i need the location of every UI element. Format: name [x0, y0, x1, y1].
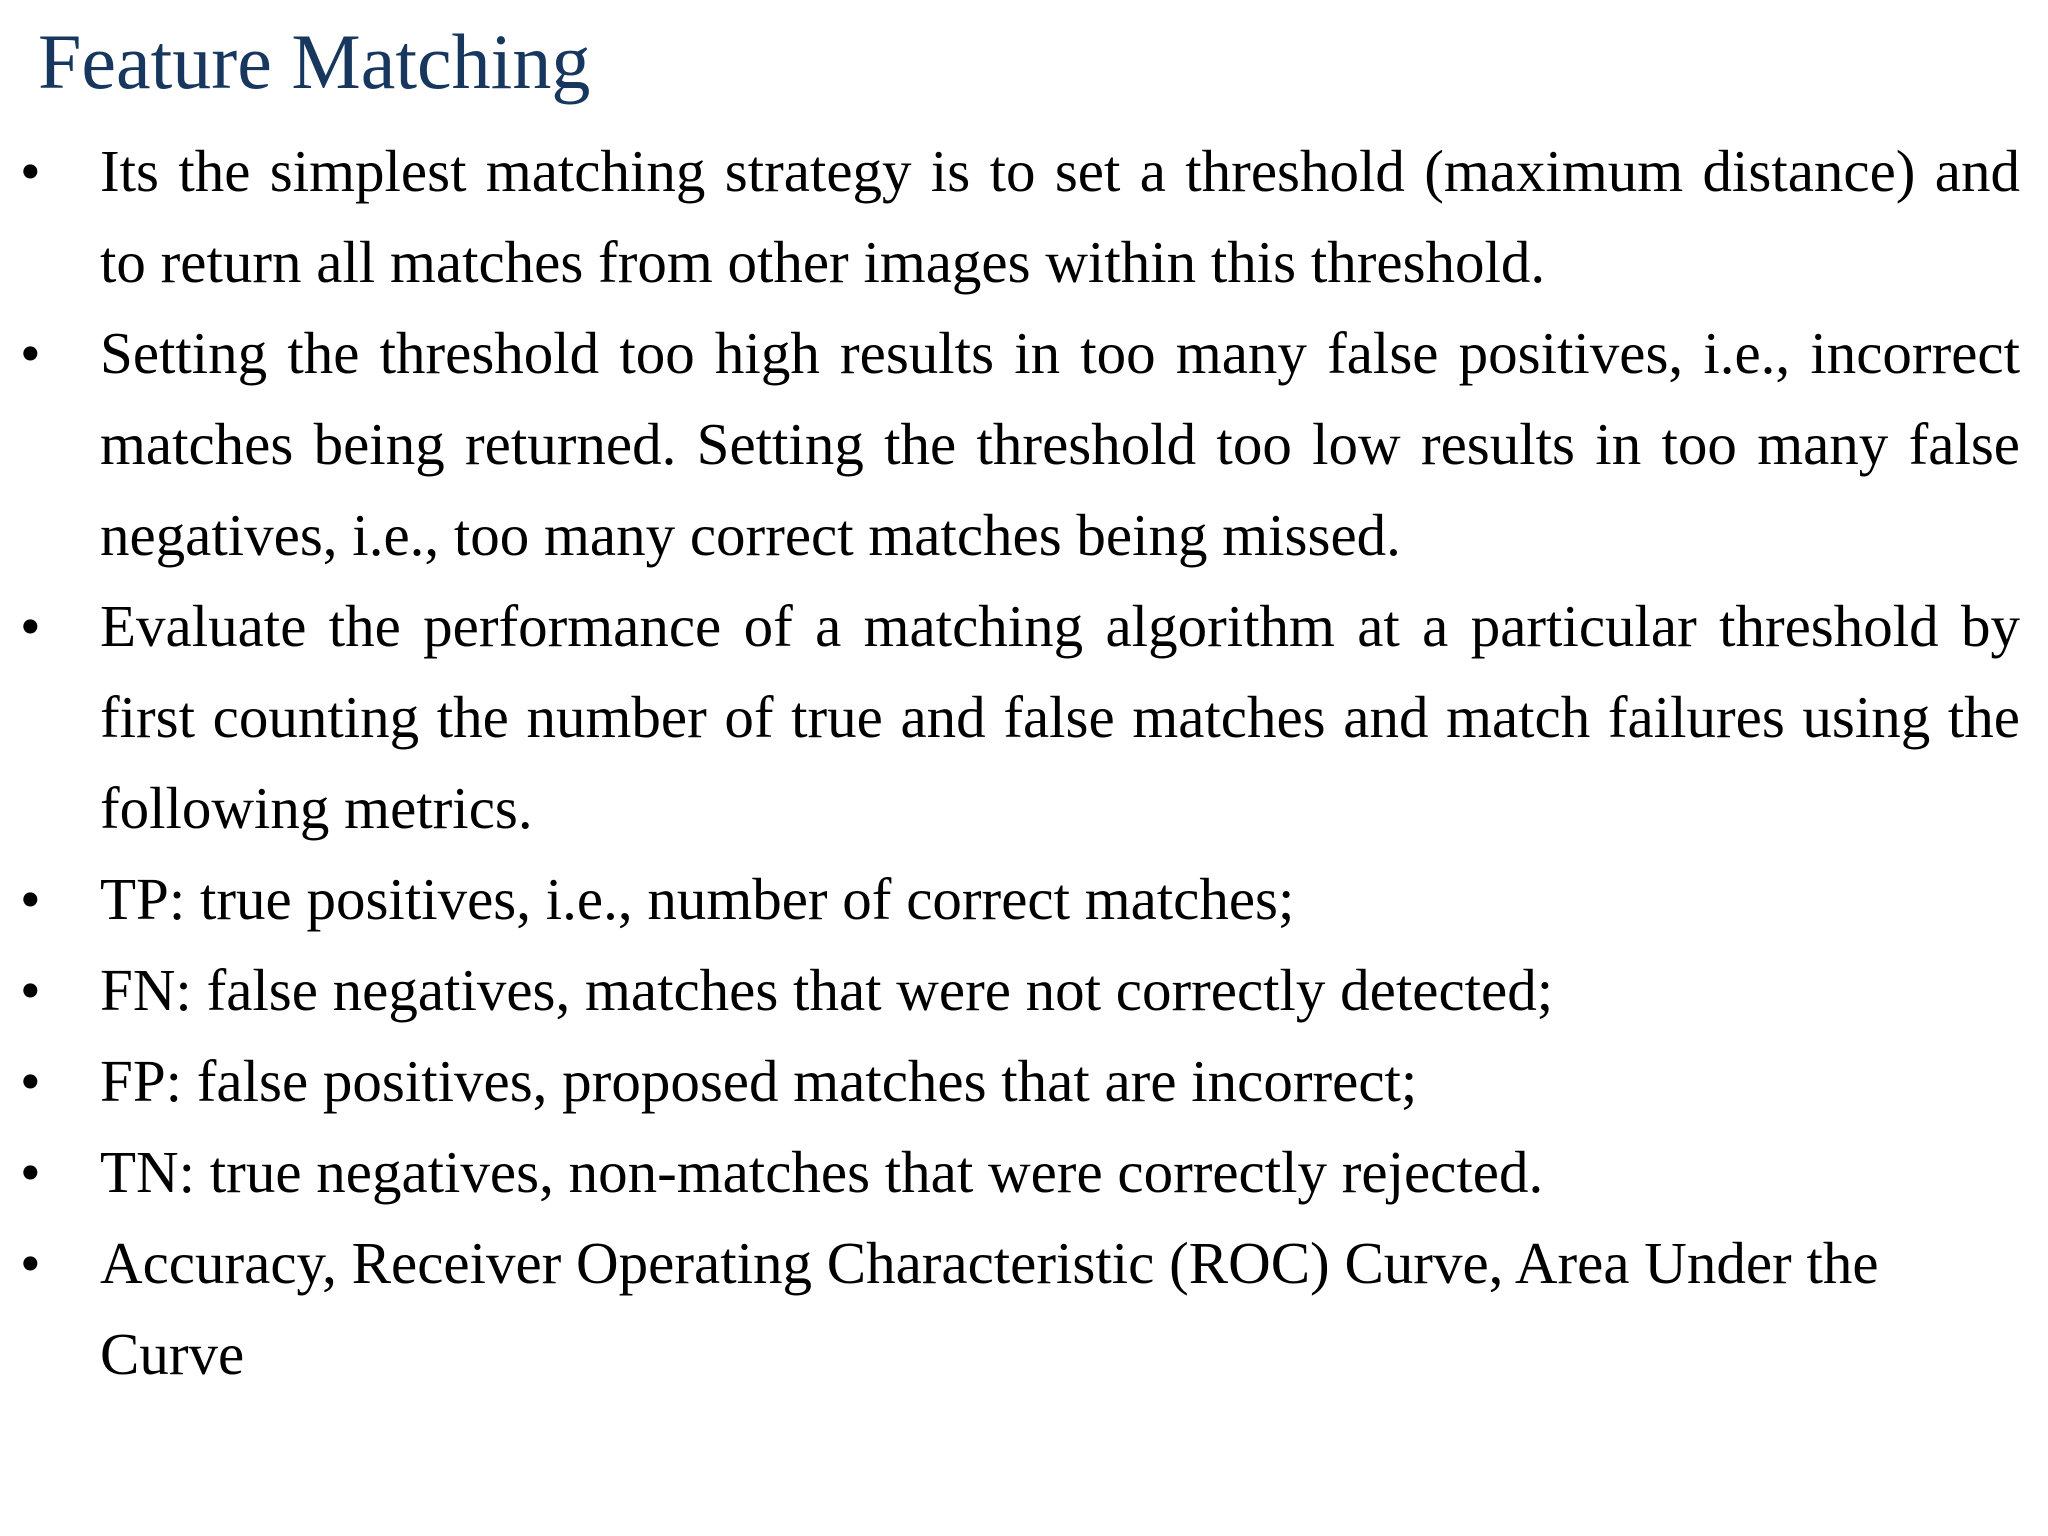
bullet-icon: • — [20, 1230, 41, 1296]
bullet-text: FN: false negatives, matches that were not correctly detected; — [100, 957, 1554, 1023]
bullet-icon: • — [20, 1139, 41, 1205]
bullet-icon: • — [20, 866, 41, 932]
bullet-item-7 — [0, 1127, 2020, 1218]
bullet-item-8 — [0, 1218, 2020, 1400]
bullet-text: TN: true negatives, non-matches that were correctly rejected. — [100, 1139, 1544, 1205]
bullet-item-4 — [0, 854, 2020, 945]
bullet-icon: • — [20, 1048, 41, 1114]
bullet-text: Setting the threshold too high results in too many false positives, i.e., incorrect matches being returned. Setting the threshold too low results in too many false negatives, i.e., too many correct matches being missed. — [100, 320, 2020, 568]
bullet-list — [0, 126, 2020, 1400]
bullet-item-6 — [0, 1036, 2020, 1127]
slide-title: Feature Matching — [38, 18, 591, 105]
bullet-text: TP: true positives, i.e., number of correct matches; — [100, 866, 1295, 932]
bullet-icon: • — [20, 957, 41, 1023]
bullet-item-2 — [0, 308, 2020, 581]
bullet-item-1 — [0, 126, 2020, 308]
bullet-icon: • — [20, 593, 41, 659]
bullet-item-5 — [0, 945, 2020, 1036]
bullet-text: Accuracy, Receiver Operating Characteristic (ROC) Curve, Area Under the Curve — [100, 1230, 1879, 1387]
bullet-icon: • — [20, 138, 41, 204]
bullet-icon: • — [20, 320, 41, 386]
bullet-text: Evaluate the performance of a matching algorithm at a particular threshold by first counting the number of true and false matches and match failures using the following metrics. — [100, 593, 2020, 841]
bullet-text: Its the simplest matching strategy is to set a threshold (maximum distance) and to return all matches from other images within this threshold. — [100, 138, 2020, 295]
bullet-item-3 — [0, 581, 2020, 854]
bullet-text: FP: false positives, proposed matches that are incorrect; — [100, 1048, 1418, 1114]
